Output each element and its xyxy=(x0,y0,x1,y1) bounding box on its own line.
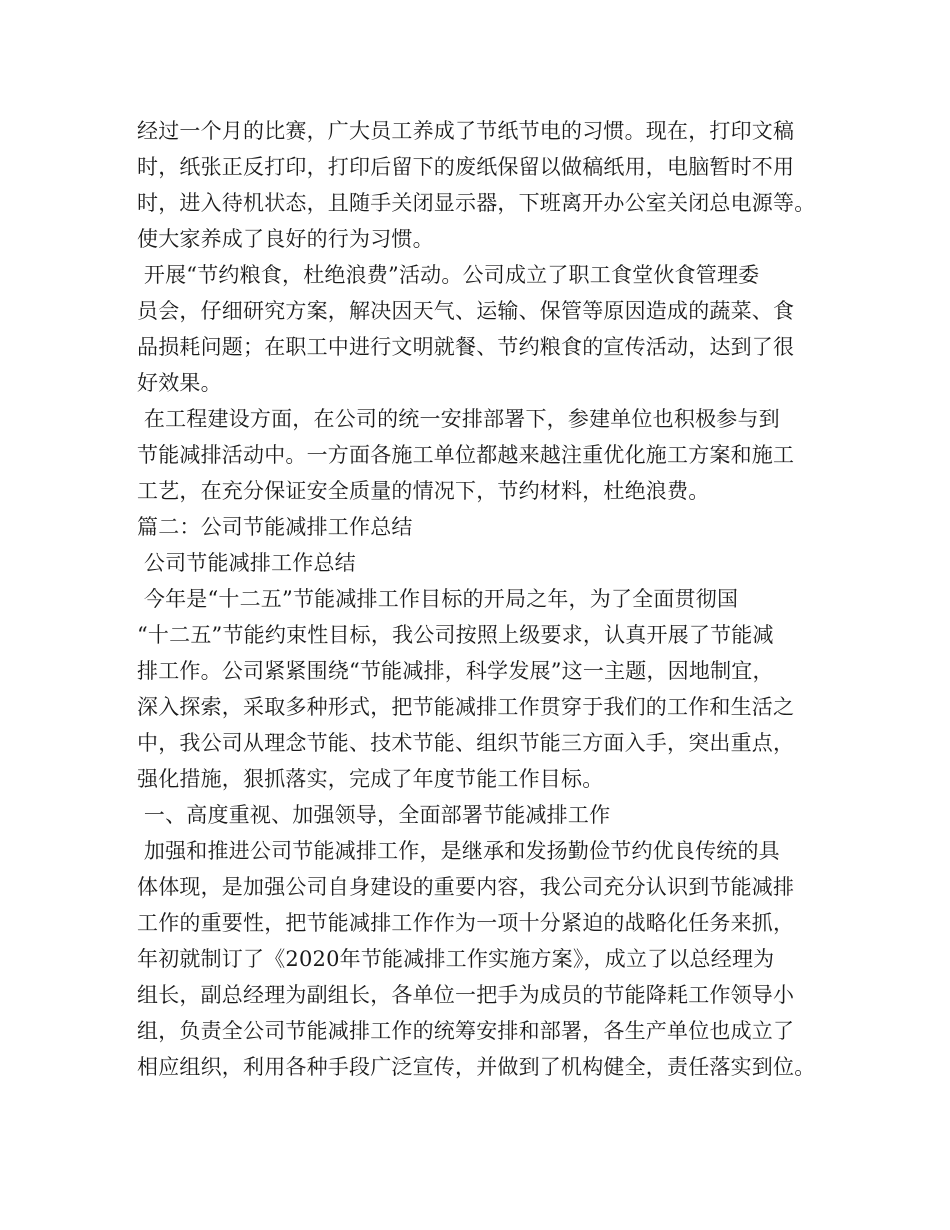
text-line: 时，纸张正反打印，打印后留下的废纸保留以做稿纸用，电脑暂时不用 xyxy=(137,155,795,179)
paragraph-start: 今年是“十二五”节能减排工作目标的开局之年，为了全面贯彻国 xyxy=(137,587,739,611)
text-line: 好效果。 xyxy=(137,371,222,395)
text-line: 体体现，是加强公司自身建设的重要内容，我公司充分认识到节能减排 xyxy=(137,875,795,899)
text-line: 相应组织，利用各种手段广泛宣传，并做到了机构健全，责任落实到位。 xyxy=(137,1055,816,1079)
text-line: 员会，仔细研究方案，解决因天气、运输、保管等原因造成的蔬菜、食 xyxy=(137,299,795,323)
text-line: 经过一个月的比赛，广大员工养成了节纸节电的习惯。现在，打印文稿 xyxy=(137,119,795,143)
text-line: 品损耗问题；在职工中进行文明就餐、节约粮食的宣传活动，达到了很 xyxy=(137,335,795,359)
paragraph-start: 在工程建设方面，在公司的统一安排部署下，参建单位也积极参与到 xyxy=(137,407,780,431)
document-title: 公司节能减排工作总结 xyxy=(137,551,356,575)
text-line: 工艺，在充分保证安全质量的情况下，节约材料，杜绝浪费。 xyxy=(137,479,710,503)
text-line: 使大家养成了良好的行为习惯。 xyxy=(137,227,434,251)
text-line: 组，负责全公司节能减排工作的统筹安排和部署，各生产单位也成立了 xyxy=(137,1019,795,1043)
text-line: 排工作。公司紧紧围绕“节能减排，科学发展”这一主题，因地制宜， xyxy=(137,659,774,683)
section-heading: 篇二：公司节能减排工作总结 xyxy=(137,515,413,539)
subsection-heading: 一、高度重视、加强领导，全面部署节能减排工作 xyxy=(137,803,611,827)
text-line: 年初就制订了《2020年节能减排工作实施方案》，成立了以总经理为 xyxy=(137,947,775,971)
paragraph-start: 加强和推进公司节能减排工作，是继承和发扬勤俭节约优良传统的具 xyxy=(137,839,780,863)
text-line: 节能减排活动中。一方面各施工单位都越来越注重优化施工方案和施工 xyxy=(137,443,795,467)
text-line: “十二五”节能约束性目标，我公司按照上级要求，认真开展了节能减 xyxy=(137,623,774,647)
text-line: 组长，副总经理为副组长，各单位一把手为成员的节能降耗工作领导小 xyxy=(137,983,795,1007)
text-line: 时，进入待机状态，且随手关闭显示器，下班离开办公室关闭总电源等。 xyxy=(137,191,816,215)
text-line: 工作的重要性，把节能减排工作作为一项十分紧迫的战略化任务来抓， xyxy=(137,911,795,935)
paragraph-start: 开展“节约粮食，杜绝浪费”活动。公司成立了职工食堂伙食管理委 xyxy=(137,263,760,287)
text-line: 强化措施，狠抓落实，完成了年度节能工作目标。 xyxy=(137,767,604,791)
text-line: 深入探索，采取多种形式，把节能减排工作贯穿于我们的工作和生活之 xyxy=(137,695,795,719)
text-line: 中，我公司从理念节能、技术节能、组织节能三方面入手，突出重点， xyxy=(137,731,795,755)
